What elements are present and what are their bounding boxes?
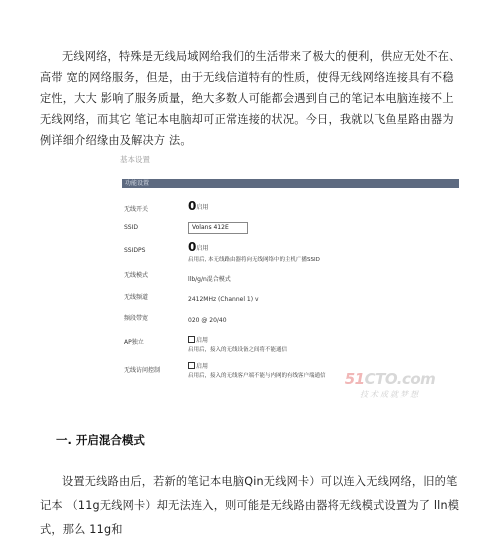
watermark-slogan: 技术成就梦想 (360, 390, 420, 399)
watermark-logo-text: CTO.com (364, 370, 436, 388)
section-heading: 一. 开启混合模式 (56, 433, 145, 447)
access-control-value: 启用 (196, 363, 209, 370)
access-control-checkbox-box[interactable] (188, 362, 195, 369)
ssid-label: SSID (124, 224, 139, 231)
access-control-desc: 启用后，接入的无线客户端不能与内网的有线客户端通信 (188, 373, 326, 379)
ap-isolation-label: AP独立 (124, 339, 144, 346)
body-paragraph: 设置无线路由后，若新的笔记本电脑Qin无线网卡）可以连入无线网络，旧的笔记本 （11g无线网卡）却无法连入，则可能是无线路由器将无线模式设置为了 lln模式，那么 11g和 (40, 475, 460, 536)
bandwidth-label: 频段带宽 (124, 315, 149, 322)
ssidps-label: SSIDPS (124, 247, 146, 254)
ap-isolation-checkbox[interactable] (188, 335, 287, 353)
wireless-switch-radio[interactable] (188, 199, 208, 213)
settings-title: 基本设置 (120, 155, 150, 164)
wireless-mode-select[interactable]: llb/g/n混合模式 (188, 276, 231, 283)
settings-bar: 功能设置 (122, 179, 459, 188)
wireless-mode-label: 无线模式 (124, 272, 149, 279)
ssidps-desc: 启用后, 本无线路由器将向无线网络中的主机广播SSID (188, 257, 320, 263)
ap-isolation-desc: 启用后，接入的无线设备之间将不能通信 (188, 347, 288, 353)
ap-isolation-checkbox-box[interactable] (188, 336, 195, 343)
wireless-channel-label: 无线频道 (124, 294, 149, 301)
wireless-switch-value: 启用 (196, 204, 209, 211)
ssid-value[interactable]: Volans 412E (188, 222, 248, 234)
wireless-switch-mark: 0 (188, 199, 197, 213)
ssidps-value: 启用 (196, 245, 209, 252)
ssidps-mark: 0 (188, 240, 197, 254)
wireless-switch-label: 无线开关 (124, 206, 149, 213)
ssidps-radio[interactable] (188, 240, 320, 263)
bandwidth-value[interactable]: 020 @ 20/40 (188, 317, 227, 324)
ap-isolation-value: 启用 (196, 337, 209, 344)
ssid-input[interactable] (188, 222, 248, 234)
access-control-label: 无线访问控制 (124, 367, 161, 374)
watermark-logo (340, 370, 440, 388)
access-control-checkbox[interactable] (188, 361, 326, 379)
watermark-logo-number: 51 (344, 370, 365, 388)
intro-paragraph: 无线网络，特殊是无线局域网给我们的生活带来了极大的便利，供应无处不在、高带 宽的网络服务，但是，由于无线信道特有的性质，使得无线网络连接具有不稳定性，大大 影响了服务质量，绝大多数人可能都会遇到自己的笔记本电脑连接不上无线网络，而其它 笔记本电脑却可正常连接的状况。今日，我就以飞鱼星路由器为例详细介绍缘由及解决方 法。 (40, 50, 461, 147)
wireless-channel-select[interactable]: 2412MHz (Channel 1) v (188, 296, 259, 303)
watermark (340, 370, 440, 400)
